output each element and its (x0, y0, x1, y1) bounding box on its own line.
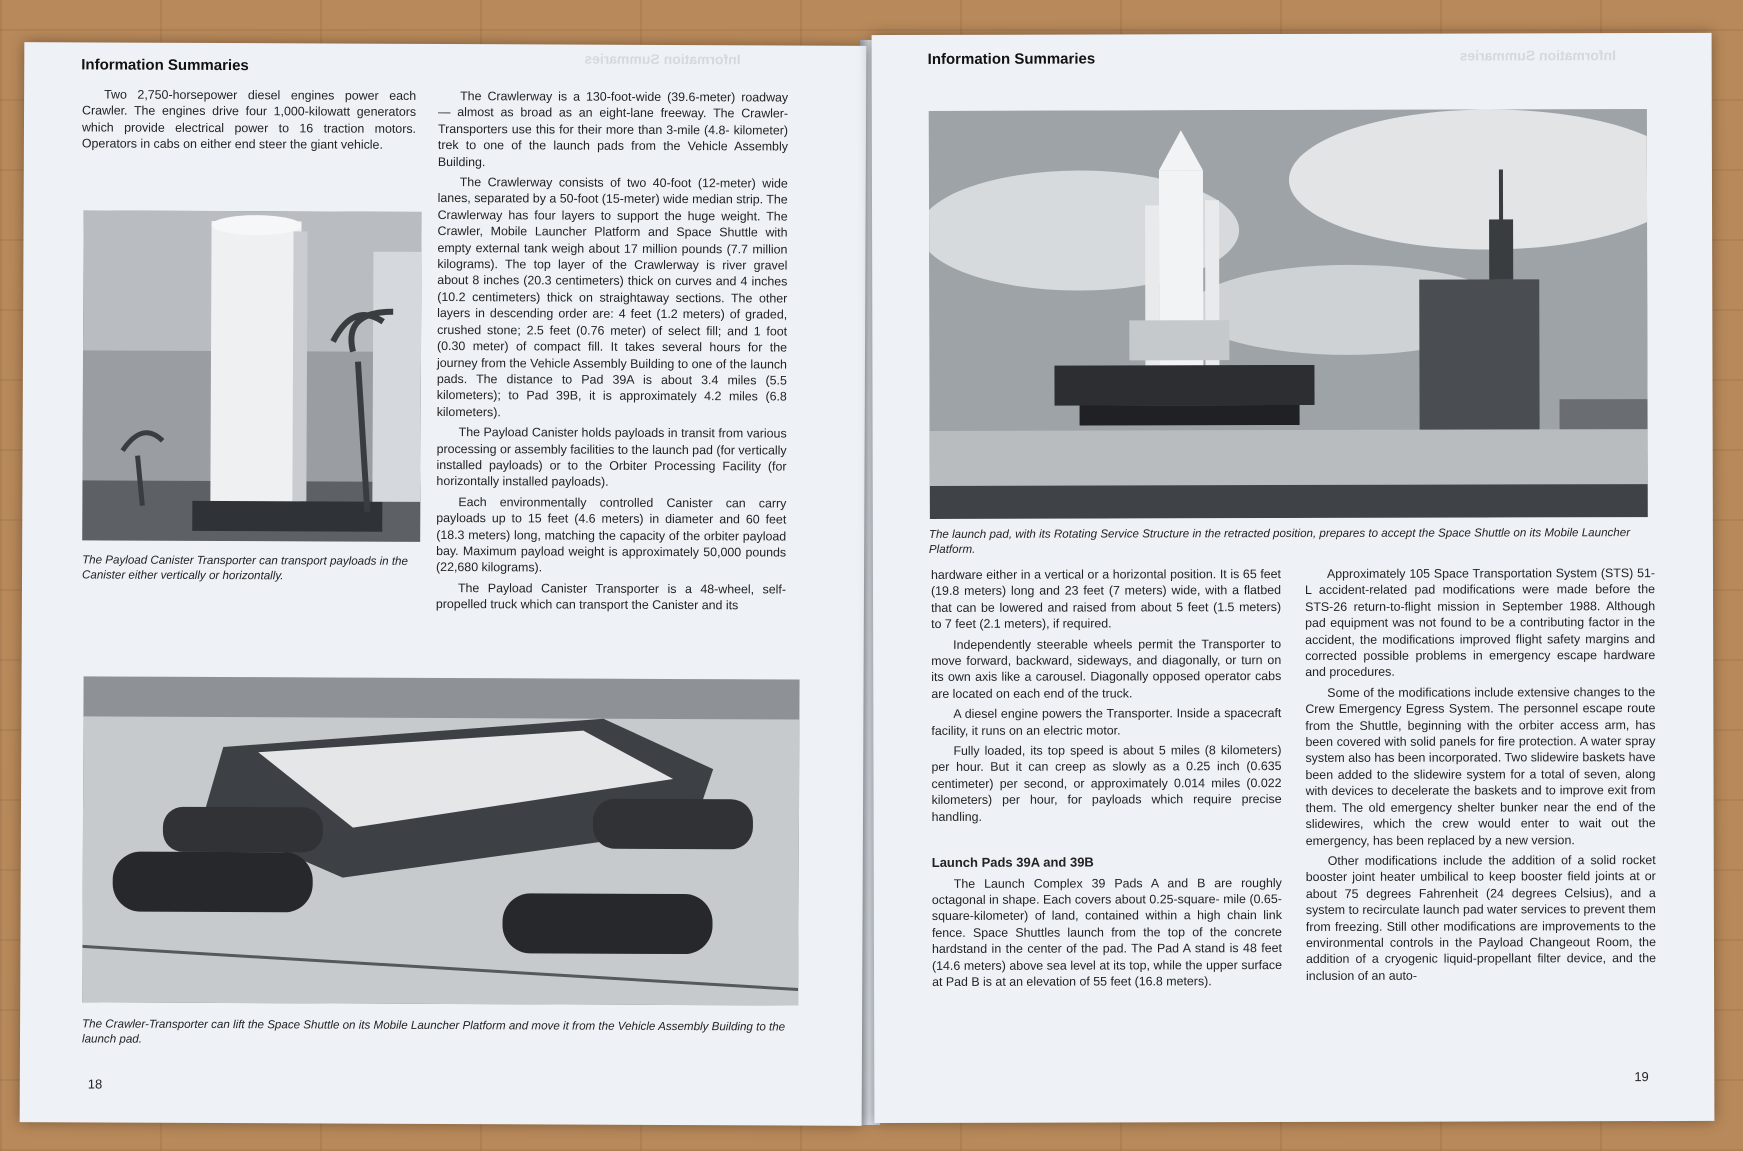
show-through-header: Information Summaries (1459, 47, 1617, 64)
payload-canister-photo (82, 210, 421, 541)
right-page (872, 33, 1715, 1123)
crawler-transporter-photo (82, 676, 799, 1005)
photo-caption: The Payload Canister Transporter can transport payloads in the Canister either vertically or horizontally. (82, 553, 409, 583)
photo-caption: The Crawler-Transporter can lift the Space Shuttle on its Mobile Launcher Platform and move it from the Vehicle Assembly Building to the launch pad. (81, 1017, 786, 1046)
section-heading: Launch Pads 39A and 39B (931, 854, 1094, 871)
intro-paragraph: Two 2,750-horsepower diesel engines power each Crawler. The engines drive four 1,000-kilowatt generators which provide electrical power to 16 traction motors. Operators in cabs on either end steer the giant vehicle. (81, 87, 417, 152)
page-number: 18 (87, 1076, 103, 1092)
page-header: Information Summaries (927, 50, 1096, 68)
page-header: Information Summaries (81, 56, 249, 75)
show-through-header: Information Summaries (584, 50, 741, 68)
left-page (20, 42, 867, 1126)
launch-pad-photo (929, 109, 1648, 519)
photo-caption: The launch pad, with its Rotating Service Structure in the retracted position, prepares to accept the Space Shuttle on its Mobile Launcher Platform. (928, 526, 1631, 556)
page-number: 19 (1634, 1069, 1649, 1085)
text-column-2: The Crawlerway is a 130-foot-wide (39.6-meter) roadway — almost as broad as an eight-lane freeway. The Crawler-Transporters use this for their more than 3-mile (4.8- kilometer) trek to one of the launch pads from the Vehicle Assembly Building. The Crawlerway consists of two 40-foot (12-meter) wide lanes, separated by a 50-foot (15-meter) wide median strip. The Crawlerway has four layers to support the huge weight. The Crawler, Mobile Launcher Platform and Space Shuttle with empty external tank weigh about 17 million pounds (7.7 million kilograms). The top layer of the Crawlerway is river gravel about 8 inches (20.3 centimeters) thick on curves and 4 inches (10.2 centimeters) thick on straightaway sections. The other layers in descending order are: 4 feet (1.2 meters) of graded, crushed stone; 2.5 feet (0.76 meter) of select fill; and 1 foot (0.30 meter) of compact fill. It takes several hours for the journey from the Vehicle Assembly Building to one of the launch pads. The distance to Pad 39A is about 3.4 miles (5.5 kilometers); to Pad 39B, it is approximately 4.2 miles (6.8 kilometers). The Payload Canister holds payloads in transit from various processing or assembly facilities to the launch pad (for vertically installed payloads) or to the Orbiter Processing Facility (for horizontally installed payloads). Each environmentally controlled Canister can carry payloads up to 15 feet (4.6 meters) in diameter and 60 feet (18.3 meters) long, matching the capacity of the orbiter payload bay. Maximum payload weight is approximately 50,000 pounds (22,680 kilograms). The Payload Canister Transporter is a 48-wheel, self-propelled truck which can transport the Canister and its (435, 89, 789, 613)
text-column-1: hardware either in a vertical or a horizontal position. It is 65 feet (19.8 meters) long and 23 feet (7 meters) wide, with a flatbed that can be lowered and raised from about 5 feet (1.5 meters) to 7 feet (2.1 meters), if required. Independently steerable wheels permit the Transporter to move forward, backward, sideways, and diagonally, or turn on its own axis like a carousel. Diagonally opposed operator cabs are located on each end of the truck. A diesel engine powers the Transporter. Inside a spacecraft facility, it runs on an electric motor. Fully loaded, its top speed is about 5 miles (8 kilometers) per hour. But it can creep as slowly as a 0.25 inch (0.635 centimeter) per second, or approximately 0.014 miles (0.022 kilometers) per hour, for payloads which require precise handling. Launch Pads 39A and 39B The Launch Complex 39 Pads A and B are roughly octagonal in shape. Each covers about 0.25-square- mile (0.65-square-kilometer) of land, contained within a high chain link fence. Space Shuttles launch from the top of the concrete hardstand in the center of the pad. The Pad A stand is 48 feet (14.6 meters) above sea level at its top, while the upper surface at Pad B is at an elevation of 55 feet (16.8 meters). (930, 567, 1283, 989)
text-column-2: Approximately 105 Space Transportation System (STS) 51-L accident-related pad modifications were made before the STS-26 return-to-flight mission in September 1988. Although pad equipment was not found to be a contributing factor in the accident, the modifications improved flight safety margins and corrected possible problems in emergency escape hardware and procedures. Some of the modifications include extensive changes to the Crew Emergency Egress System. The personnel escape route from the Shuttle, beginning with the orbiter access arm, has been covered with solid panels for fire protection. A water spray system also has been incorporated. Two slidewire baskets have been added to the slidewire system for a total of seven, along with devices to decelerate the baskets and to improve exit from them. The old emergency shelter bunker near the end of the slidewires, which the crew would enter to wait out the emergency, has been replaced by a new version. Other modifications include the addition of a solid rocket booster joint heater umbilical to keep booster field joints at or about 75 degrees Fahrenheit (24 degrees Celsius), and a system to recirculate launch pad water services to prevent them from freezing. Still other modifications are improvements to the environmental controls in the Payload Changeout Room, the addition of a cryogenic liquid-propellant filter device, and the inclusion of an auto- (1305, 566, 1657, 983)
